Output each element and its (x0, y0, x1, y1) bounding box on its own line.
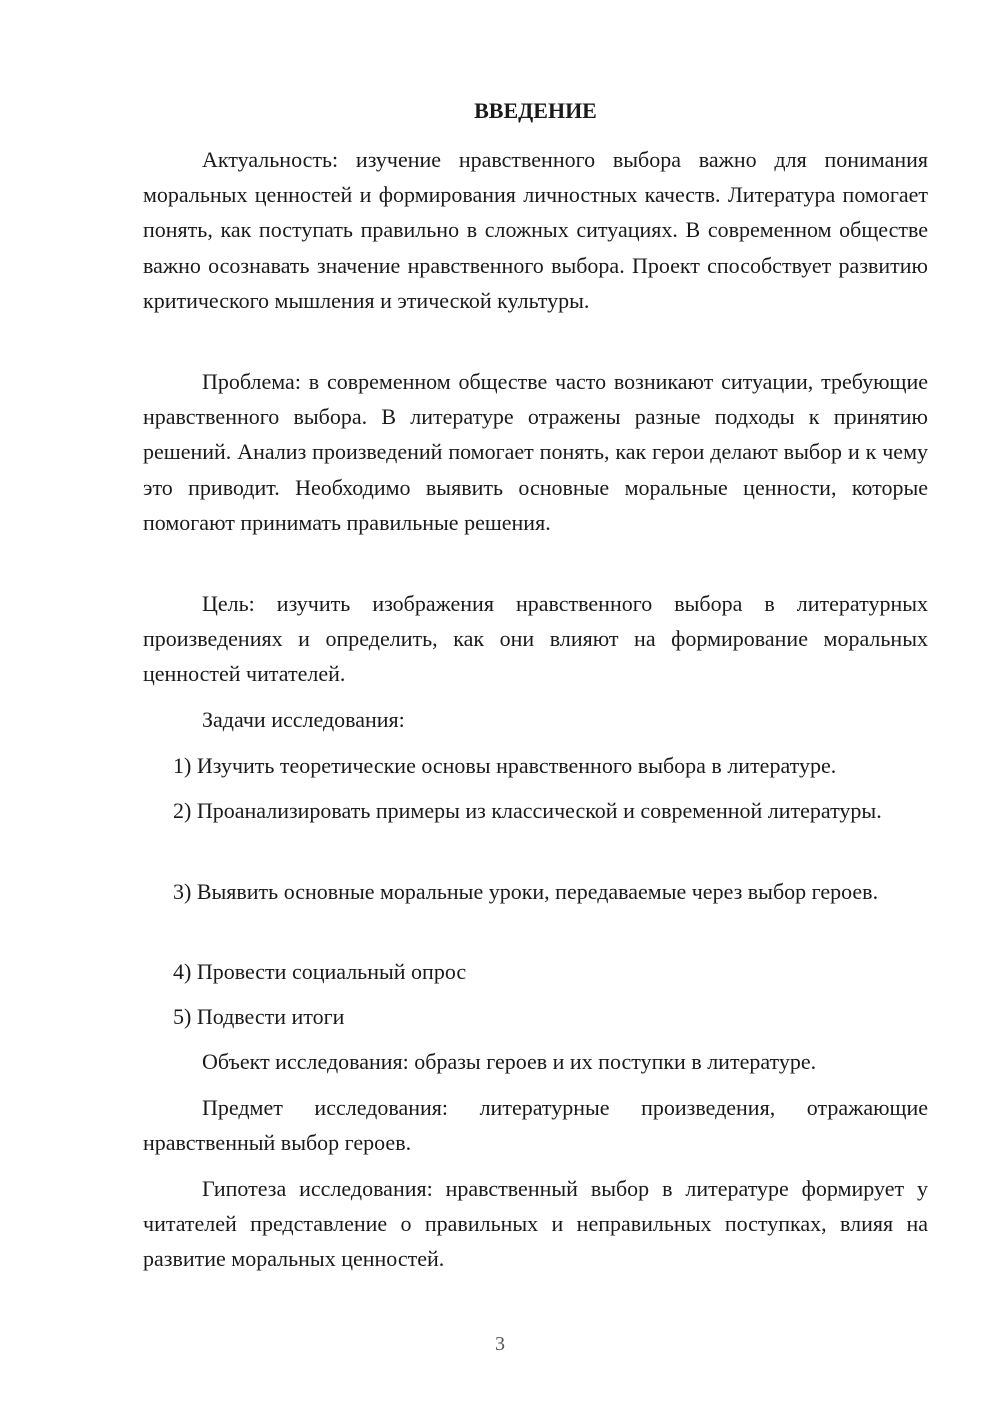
object-paragraph: Объект исследования: образы героев и их поступки в литературе. (202, 1049, 817, 1074)
page-number: 3 (495, 1333, 505, 1355)
task-item-4: 4) Провести социальный опрос (173, 959, 467, 984)
task-item-2: 2) Проанализировать примеры из классической и современной литературы. (173, 798, 882, 823)
task-item-1: 1) Изучить теоретические основы нравственного выбора в литературе. (173, 753, 837, 778)
task-item-5: 5) Подвести итоги (173, 1004, 345, 1029)
goal-paragraph: Цель: изучить изображения нравственного выбора в литературных произведениях и определить, как они влияют на формирование моральных ценностей читателей. (143, 591, 928, 687)
hypothesis-paragraph: Гипотеза исследования: нравственный выбор в литературе формирует у читателей представление о правильных и неправильных поступках, влияя на развитие моральных ценностей. (143, 1176, 928, 1272)
tasks-heading: Задачи исследования: (202, 707, 405, 732)
relevance-paragraph: Актуальность: изучение нравственного выбора важно для понимания моральных ценностей и формирования личностных качеств. Литература помогает понять, как поступать правильно в сложных ситуациях. В современном обществе важно осознавать значение нравственного выбора. Проект способствует развитию критического мышления и этической культуры. (143, 147, 928, 313)
subject-paragraph: Предмет исследования: литературные произведения, отражающие нравственный выбор героев. (143, 1095, 928, 1156)
problem-paragraph: Проблема: в современном обществе часто возникают ситуации, требующие нравственного выбора. В литературе отражены разные подходы к принятию решений. Анализ произведений помогает понять, как герои делают выбор и к чему это приводит. Необходимо выявить основные моральные ценности, которые помогают принимать правильные решения. (143, 369, 928, 535)
task-item-3: 3) Выявить основные моральные уроки, передаваемые через выбор героев. (173, 879, 879, 904)
section-title: ВВЕДЕНИЕ (474, 98, 597, 123)
